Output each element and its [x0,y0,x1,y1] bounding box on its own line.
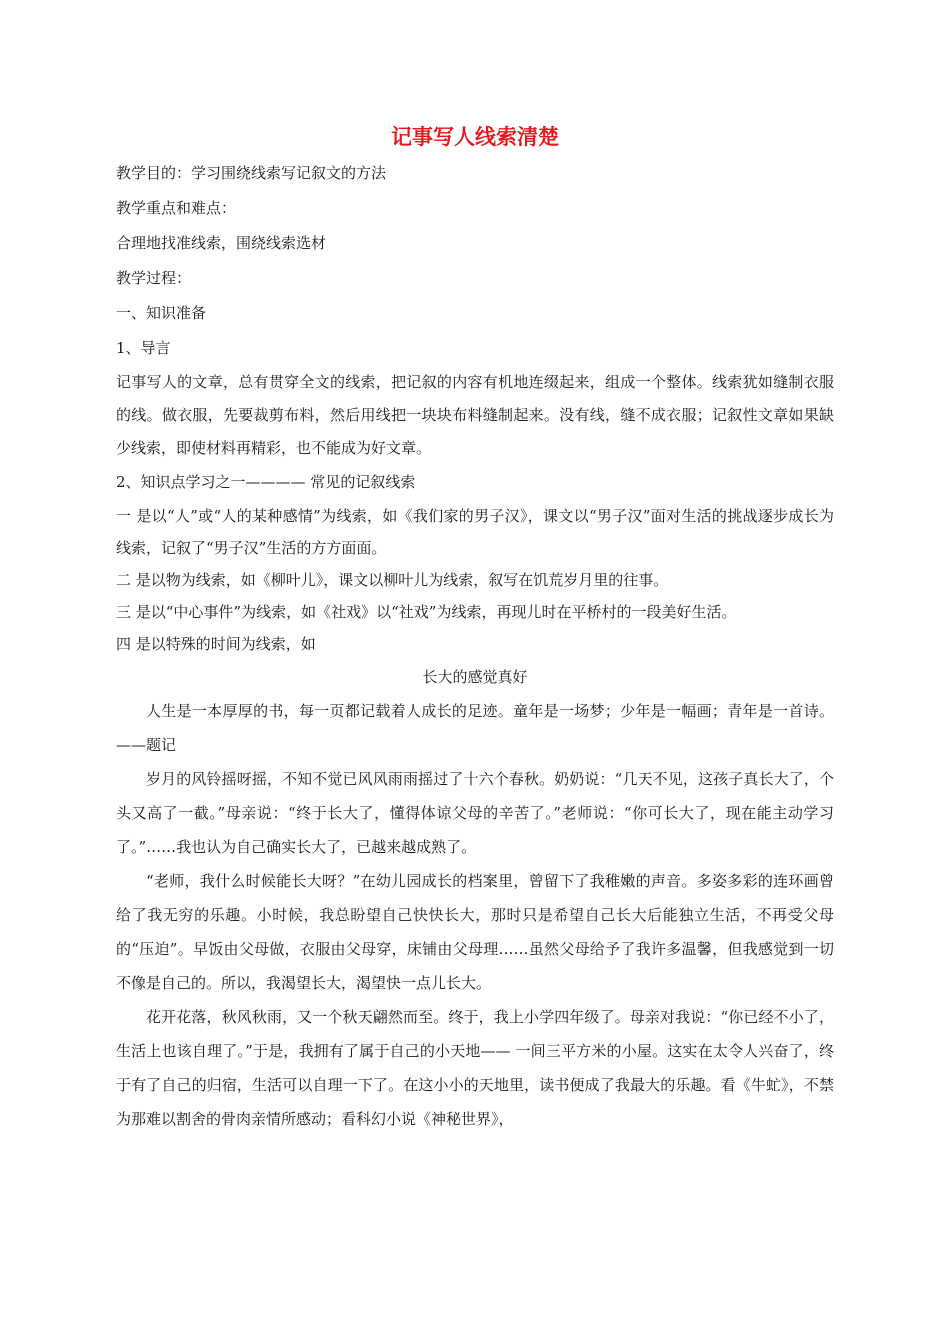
introduction-paragraph: 记事写人的文章，总有贯穿全文的线索，把记叙的内容有机地连缀起来，组成一个整体。线索犹如缝制衣服的线。做衣服，先要裁剪布料，然后用线把一块块布料缝制起来。没有线，缝不成衣服；记叙性文章如果缺少线索，即使材料再精彩，也不能成为好文章。 [116,373,834,457]
document-title: 记事写人线索清楚 [391,125,559,149]
key-points: 合理地找准线索，围绕线索选材 [116,234,327,252]
teaching-objective: 教学目的：学习围绕线索写记叙文的方法 [116,164,387,182]
essay-paragraph: “老师，我什么时候能长大呀？”在幼儿园成长的档案里，曾留下了我稚嫩的声音。多姿多彩的连环画曾给了我无穷的乐趣。小时候，我总盼望自己快快长大，那时只是希望自己长大后能独立生活，不再受父母的“压迫”。早饭由父母做，衣服由父母穿，床铺由父母理……虽然父母给予了我许多温馨，但我感觉到一切不像是自己的。所以，我渴望长大，渴望快一点儿长大。 [116,872,834,992]
document-page [116,118,834,1136]
key-points-label: 教学重点和难点： [116,199,237,217]
subheading-introduction: 1、导言 [116,339,171,357]
essay-title: 长大的感觉真好 [422,668,528,686]
essay-paragraph: 花开花落，秋风秋雨，又一个秋天翩然而至。终于，我上小学四年级了。母亲对我说：“你已经不小了，生活上也该自理了。”于是，我拥有了属于自己的小天地—— 一间三平方米的小屋。这实在太令人兴奋了，终于有了自己的归宿，生活可以自理一下了。在这小小的天地里，读书便成了我最大的乐趣。看《牛虻》，不禁为那难以割舍的骨肉亲情所感动；看科幻小说《神秘世界》， [116,1008,834,1128]
section-heading-preparation: 一、知识准备 [116,304,207,322]
clue-item-1: 一 是以“人”或“人的某种感情”为线索，如《我们家的男子汉》，课文以“男子汉”面对生活的挑战逐步成长为线索，记叙了“男子汉”生活的方方面面。 [116,507,834,557]
clue-item-4: 四 是以特殊的时间为线索，如 [116,635,316,653]
clue-item-2: 二 是以物为线索，如《柳叶儿》，课文以柳叶儿为线索，叙写在饥荒岁月里的往事。 [116,571,669,589]
subheading-common-clues: 2、知识点学习之一———— 常见的记叙线索 [116,473,416,491]
essay-paragraph: 岁月的风铃摇呀摇，不知不觉已风风雨雨摇过了十六个春秋。奶奶说：“几天不见，这孩子真长大了，个头又高了一截。”母亲说：“终于长大了，懂得体谅父母的辛苦了。”老师说：“你可长大了，现在能主动学习了。”……我也认为自己确实长大了，已越来越成熟了。 [116,770,834,856]
teaching-process-label: 教学过程： [116,269,192,287]
clue-item-3: 三 是以“中心事件”为线索，如《社戏》以“社戏”为线索，再现儿时在平桥村的一段美好生活。 [116,603,737,621]
essay-paragraph: 人生是一本厚厚的书，每一页都记载着人成长的足迹。童年是一场梦；少年是一幅画；青年是一首诗。——题记 [116,702,834,754]
